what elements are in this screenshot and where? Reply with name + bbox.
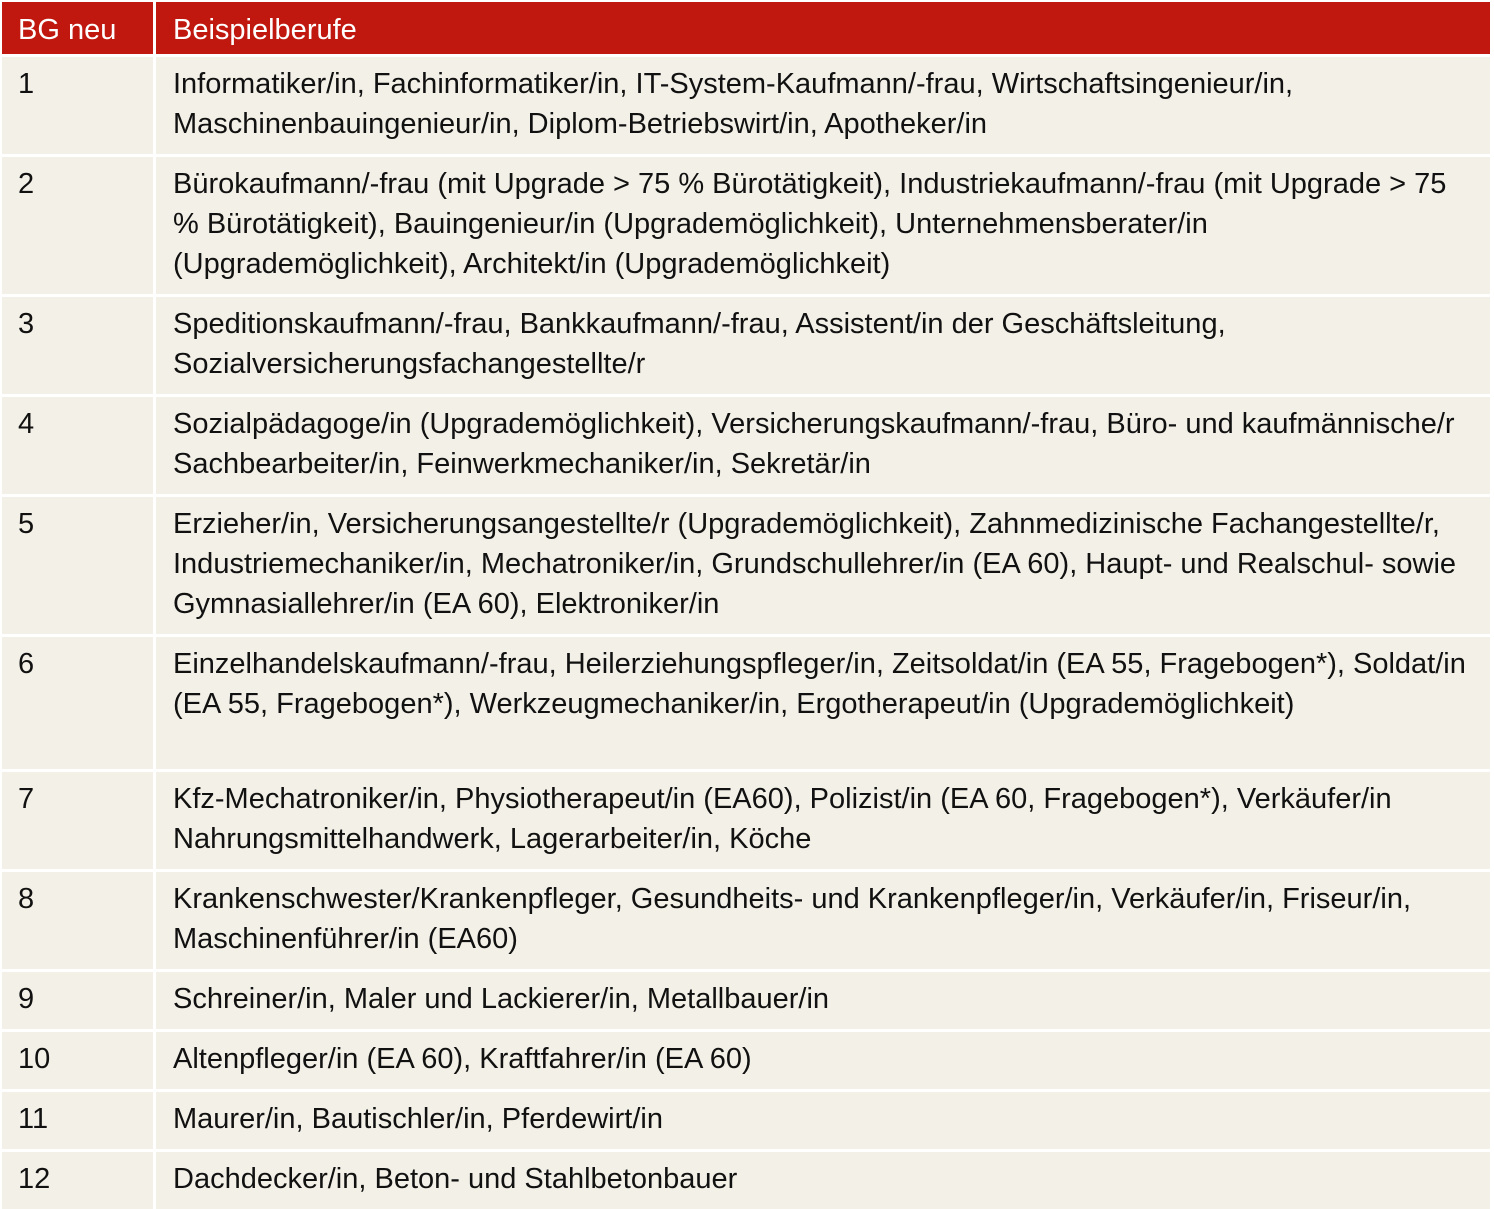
berufe-cell: Krankenschwester/Krankenpfleger, Gesundheits- und Krankenpfleger/in, Verkäufer/in, Friseur/in, Maschinenführer/in (EA60)	[156, 872, 1490, 969]
table-row	[2, 1152, 1490, 1209]
table-row	[2, 972, 1490, 1029]
occupation-group-table	[2, 2, 1490, 1209]
table-row	[2, 157, 1490, 294]
berufe-cell: Schreiner/in, Maler und Lackierer/in, Metallbauer/in	[156, 972, 1490, 1029]
berufe-cell: Maurer/in, Bautischler/in, Pferdewirt/in	[156, 1092, 1490, 1149]
table-row	[2, 297, 1490, 394]
bg-cell: 2	[2, 157, 153, 294]
header-beispielberufe: Beispielberufe	[156, 2, 1490, 54]
bg-cell: 1	[2, 57, 153, 154]
berufe-cell: Altenpfleger/in (EA 60), Kraftfahrer/in (EA 60)	[156, 1032, 1490, 1089]
table-row	[2, 637, 1490, 769]
berufe-cell: Sozialpädagoge/in (Upgrademöglichkeit), Versicherungskaufmann/-frau, Büro- und kaufmännische/r Sachbearbeiter/in, Feinwerkmechaniker/in, Sekretär/in	[156, 397, 1490, 494]
berufe-cell: Speditionskaufmann/-frau, Bankkaufmann/-frau, Assistent/in der Geschäftsleitung, Sozialversicherungsfachangestellte/r	[156, 297, 1490, 394]
bg-cell: 4	[2, 397, 153, 494]
berufe-cell: Bürokaufmann/-frau (mit Upgrade > 75 % Bürotätigkeit), Industriekaufmann/-frau (mit Upgrade > 75 % Bürotätigkeit), Bauingenieur/in (Upgrademöglichkeit), Unternehmensberater/in (Upgrademöglichkeit), Architekt/in (Upgrademöglichkeit)	[156, 157, 1490, 294]
table-row	[2, 57, 1490, 154]
bg-cell: 3	[2, 297, 153, 394]
table-row	[2, 1092, 1490, 1149]
table-body	[2, 57, 1490, 1209]
table-row	[2, 872, 1490, 969]
table-row	[2, 397, 1490, 494]
berufe-cell: Dachdecker/in, Beton- und Stahlbetonbauer	[156, 1152, 1490, 1209]
bg-cell: 9	[2, 972, 153, 1029]
bg-cell: 12	[2, 1152, 153, 1209]
bg-cell: 8	[2, 872, 153, 969]
berufe-cell: Erzieher/in, Versicherungsangestellte/r (Upgrademöglichkeit), Zahnmedizinische Fachangestellte/r, Industriemechaniker/in, Mechatroniker/in, Grundschullehrer/in (EA 60), Haupt- und Realschul- sowie Gymnasiallehrer/in (EA 60), Elektroniker/in	[156, 497, 1490, 634]
bg-cell: 7	[2, 772, 153, 869]
header-bg-neu: BG neu	[2, 2, 153, 54]
table-header-row	[2, 2, 1490, 54]
bg-cell: 6	[2, 637, 153, 769]
bg-cell: 10	[2, 1032, 153, 1089]
berufe-cell: Einzelhandelskaufmann/-frau, Heilerziehungspfleger/in, Zeitsoldat/in (EA 55, Fragebogen*), Soldat/in (EA 55, Fragebogen*), Werkzeugmechaniker/in, Ergotherapeut/in (Upgrademöglichkeit)	[156, 637, 1490, 769]
berufe-cell: Informatiker/in, Fachinformatiker/in, IT-System-Kaufmann/-frau, Wirtschaftsingenieur/in, Maschinenbauingenieur/in, Diplom-Betriebswirt/in, Apotheker/in	[156, 57, 1490, 154]
table-row	[2, 1032, 1490, 1089]
berufe-cell: Kfz-Mechatroniker/in, Physiotherapeut/in (EA60), Polizist/in (EA 60, Fragebogen*), Verkäufer/in Nahrungsmittelhandwerk, Lagerarbeiter/in, Köche	[156, 772, 1490, 869]
bg-cell: 5	[2, 497, 153, 634]
table-row	[2, 497, 1490, 634]
bg-cell: 11	[2, 1092, 153, 1149]
table-row	[2, 772, 1490, 869]
